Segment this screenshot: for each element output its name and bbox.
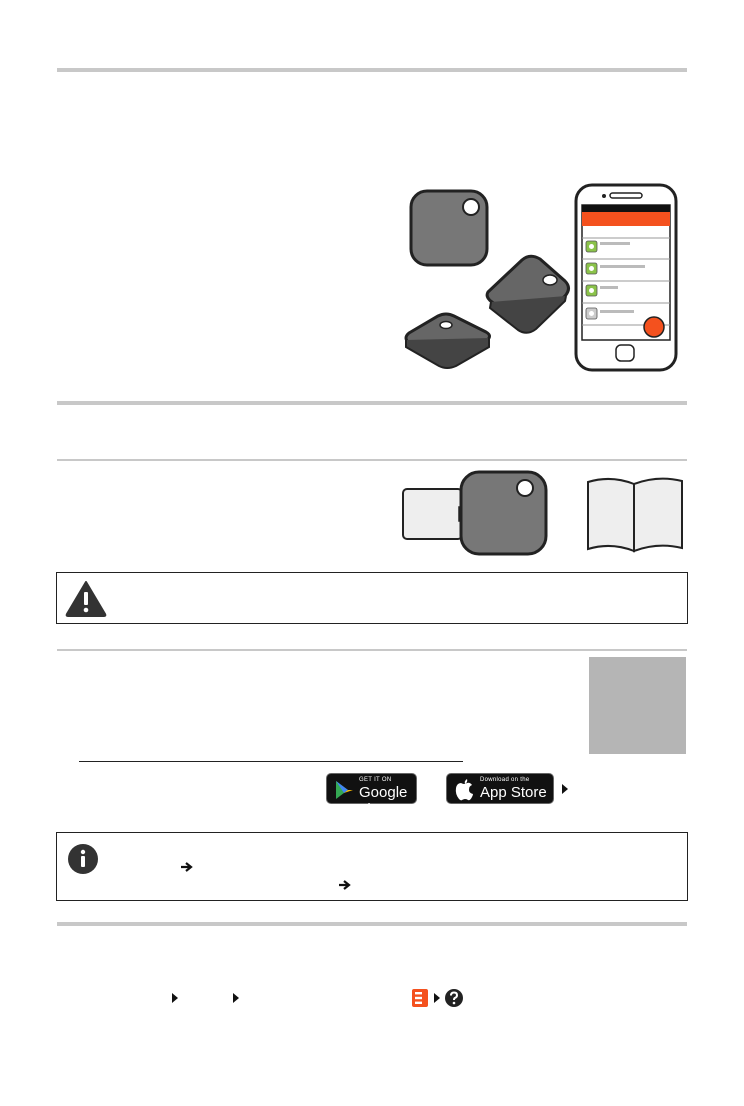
help-icon: [444, 988, 464, 1008]
tags-and-phone-illustration: [400, 180, 690, 375]
google-play-icon: [333, 779, 355, 801]
info-icon: [66, 842, 100, 876]
section-rule: [57, 401, 687, 405]
download-link[interactable]: [79, 761, 463, 762]
apple-icon: [455, 779, 475, 801]
section-rule-thin-2: [57, 649, 687, 651]
app-store-small: Download on the: [480, 777, 530, 783]
qr-code-placeholder: [589, 657, 686, 754]
play-triangle-icon: [433, 992, 441, 1004]
play-triangle-icon: [232, 992, 240, 1004]
package-contents-illustration: [400, 468, 690, 560]
phone-illustration: [576, 185, 676, 370]
menu-icon: [410, 988, 430, 1008]
tag-holder-illustration: [403, 472, 546, 554]
info-box: [56, 832, 688, 901]
section-rule-thin: [57, 459, 687, 461]
google-play-big: Google play: [359, 784, 408, 818]
warning-box: [56, 572, 688, 624]
arrow-right-icon: [180, 861, 194, 873]
arrow-right-icon: [338, 879, 352, 891]
tag-angled-illustration: [487, 256, 568, 333]
tag-flat-illustration: [406, 314, 490, 368]
play-triangle-icon: [561, 783, 569, 795]
app-store-big: App Store: [480, 784, 547, 801]
tag-front-illustration: [411, 191, 487, 265]
top-rule: [57, 68, 687, 72]
google-play-badge[interactable]: [326, 773, 417, 818]
app-store-badge[interactable]: [446, 773, 554, 804]
bottom-rule: [57, 922, 687, 926]
booklet-illustration: [588, 479, 682, 551]
warning-icon: [64, 578, 108, 618]
google-play-small: GET IT ON: [359, 777, 392, 783]
play-triangle-icon: [171, 992, 179, 1004]
